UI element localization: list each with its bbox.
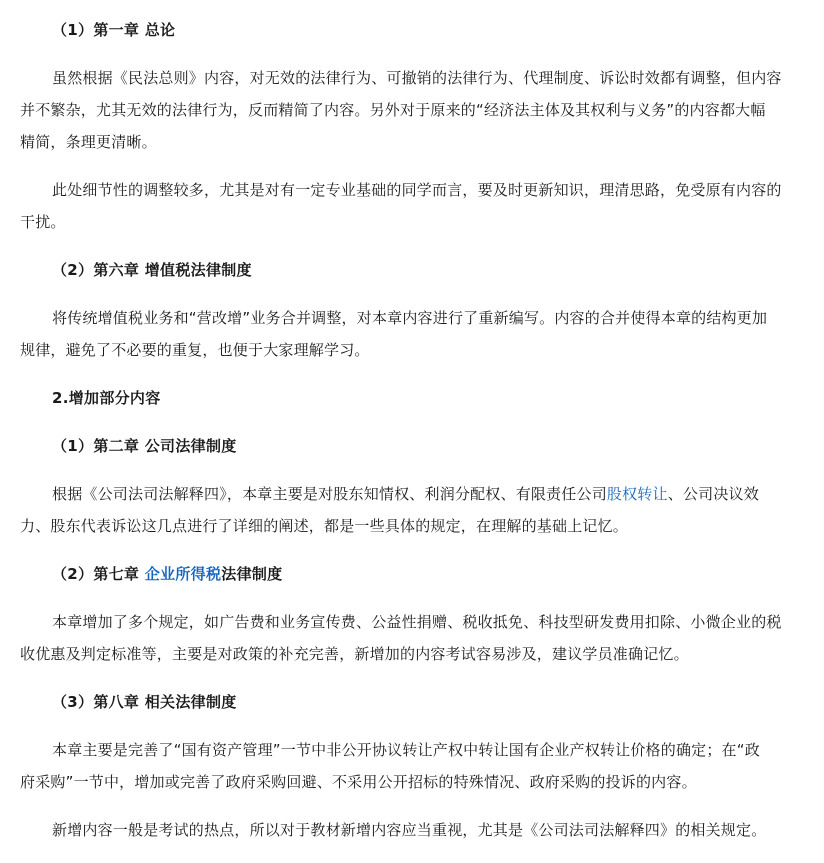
section-heading-general: （1）第一章 总论: [52, 21, 176, 39]
part-title-added-content: 2.增加部分内容: [52, 389, 161, 407]
paragraph-line: 将传统增值税业务和“营改增”业务合并调整，对本章内容进行了重新编写。内容的合并使得本章的结构更加: [52, 309, 768, 327]
section-heading-company-law: （1）第二章 公司法律制度: [52, 437, 237, 455]
paragraph-line: 虽然根据《民法总则》内容，对无效的法律行为、可撤销的法律行为、代理制度、诉讼时效都有调整，但内容: [52, 69, 782, 87]
paragraph-line: 规律，避免了不必要的重复，也便于大家理解学习。: [20, 341, 370, 359]
heading-text: （2）第七章: [52, 565, 145, 583]
paragraph-line: 此处细节性的调整较多，尤其是对有一定专业基础的同学而言，要及时更新知识，理清思路，免受原有内容的: [52, 181, 782, 199]
paragraph-line: 力、股东代表诉讼这几点进行了详细的阐述，都是一些具体的规定，在理解的基础上记忆。: [20, 517, 629, 535]
paragraph-line: 府采购”一节中，增加或完善了政府采购回避、不采用公开招标的特殊情况、政府采购的投诉的内容。: [20, 773, 697, 791]
paragraph-line: 新增内容一般是考试的热点，所以对于教材新增内容应当重视，尤其是《公司法司法解释四》的相关规定。: [52, 821, 767, 839]
paragraph-text: 根据《公司法司法解释四》，本章主要是对股东知情权、利润分配权、有限责任公司: [52, 485, 607, 503]
paragraph-text: 、公司决议效: [667, 485, 759, 503]
paragraph-line: [52, 484, 759, 504]
paragraph-line: 精简，条理更清晰。: [20, 133, 157, 151]
section-heading-related-laws: （3）第八章 相关法律制度: [52, 693, 237, 711]
section-heading-enterprise-income-tax: [52, 564, 282, 584]
paragraph-line: 收优惠及判定标准等，主要是对政策的补充完善，新增加的内容考试容易涉及，建议学员准确记忆。: [20, 645, 689, 663]
paragraph-line: 干扰。: [20, 213, 66, 231]
equity-transfer-link[interactable]: 股权转让: [606, 485, 668, 503]
paragraph-line: 并不繁杂，尤其无效的法律行为，反而精简了内容。另外对于原来的“经济法主体及其权利与义务”的内容都大幅: [20, 101, 766, 119]
enterprise-income-tax-link[interactable]: 企业所得税: [144, 565, 222, 583]
paragraph-line: 本章主要是完善了“国有资产管理”一节中非公开协议转让产权中转让国有企业产权转让价格的确定；在“政: [52, 741, 760, 759]
paragraph-line: 本章增加了多个规定，如广告费和业务宣传费、公益性捐赠、税收抵免、科技型研发费用扣除、小微企业的税: [52, 613, 782, 631]
section-heading-vat: （2）第六章 增值税法律制度: [52, 261, 252, 279]
heading-text: 法律制度: [221, 565, 283, 583]
